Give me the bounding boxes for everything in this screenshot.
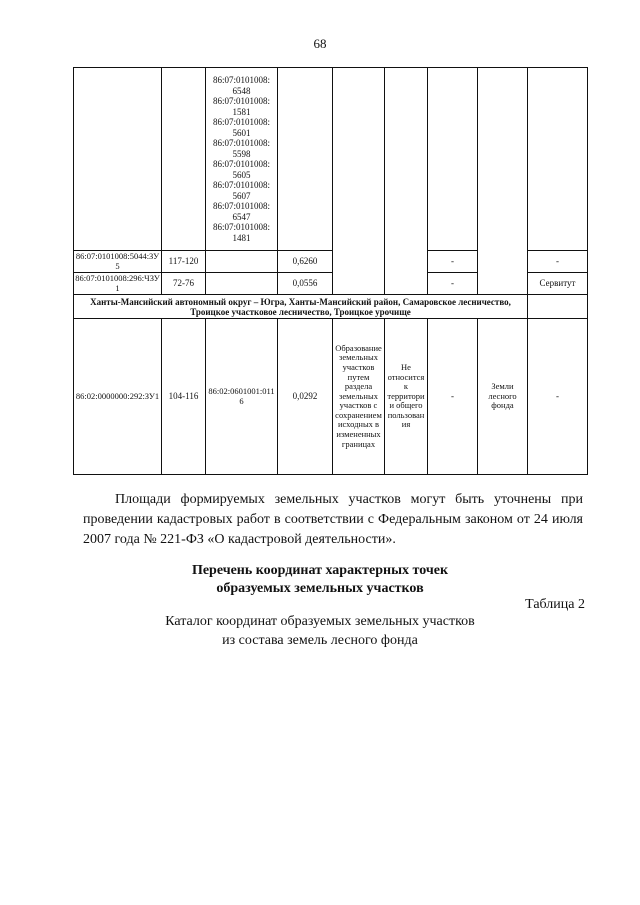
page-number: 68 xyxy=(313,36,327,51)
section-heading-line1: Перечень координат характерных точек xyxy=(191,563,449,578)
parcel-line: 5601 xyxy=(232,127,251,138)
table-label: Таблица 2 xyxy=(525,597,585,612)
row2-id: 86:07:0101008:296:ЧЗУ1 xyxy=(75,272,160,293)
region-heading: Ханты-Мансийский автономный округ – Югра, Ханты-Мансийский район, Самаровское лесничество, Троицкое участковое лесничество, Троицкое урочище xyxy=(74,295,528,319)
parcel-line: 86:07:0101008: xyxy=(212,117,270,127)
row1-quarters: 117-120 xyxy=(162,251,206,273)
parcel-list xyxy=(207,75,276,243)
parcels-table xyxy=(73,67,588,475)
row3-category: Земли лесного фонда xyxy=(478,319,528,475)
body-paragraph: Площади формируемых земельных участков могут быть уточнены при проведении кадастровых работ в соответствии с Федеральным законом от 24 июля 2007 года № 221-ФЗ «О кадастровой деятельности». xyxy=(83,492,583,547)
row1-dash1: - xyxy=(428,251,478,273)
row3-dash1: - xyxy=(428,319,478,475)
row2-quarters: 72-76 xyxy=(162,273,206,295)
parcel-line: 5607 xyxy=(232,190,251,201)
row1-area: 0,6260 xyxy=(278,251,333,273)
row1-dash2: - xyxy=(528,251,588,273)
row3-area: 0,0292 xyxy=(278,319,333,475)
section-heading-line2: образуемых земельных участков xyxy=(216,581,424,596)
parcel-line: 5598 xyxy=(232,148,251,159)
row3-not-applicable: Не относится к территории общего пользования xyxy=(385,319,428,475)
parcel-line: 86:07:0101008: xyxy=(212,75,270,85)
row1-id: 86:07:0101008:5044:ЗУ5 xyxy=(74,251,162,273)
row2-dash1: - xyxy=(428,273,478,295)
row3-formation: Образование земельных участков путем раздела земельных участков с сохранением исходных в измененных границах xyxy=(333,319,385,475)
parcel-list-cell xyxy=(206,68,278,251)
parcel-line: 86:07:0101008: xyxy=(212,222,270,232)
parcel-line: 86:07:0101008: xyxy=(212,201,270,211)
table-row xyxy=(74,319,588,475)
parcel-line: 86:07:0101008: xyxy=(212,180,270,190)
row2-area: 0,0556 xyxy=(278,273,333,295)
row2-note: Сервитут xyxy=(528,273,588,295)
table-caption-line2: из состава земель лесного фонда xyxy=(222,633,418,648)
table-row xyxy=(74,68,588,251)
parcel-line: 1581 xyxy=(232,106,251,117)
row3-dash2: - xyxy=(528,319,588,475)
row3-parcel: 86:02:0601001:0116 xyxy=(206,319,278,475)
parcel-line: 86:07:0101008: xyxy=(212,159,270,169)
table-caption-line1: Каталог координат образуемых земельных участков xyxy=(165,614,475,629)
parcel-line: 6548 xyxy=(232,85,251,96)
row3-quarters: 104-116 xyxy=(162,319,206,475)
parcel-line: 5605 xyxy=(232,169,251,180)
parcel-line: 86:07:0101008: xyxy=(212,96,270,106)
parcel-line: 6547 xyxy=(232,211,251,222)
table-row xyxy=(74,295,588,319)
parcel-line: 86:07:0101008: xyxy=(212,138,270,148)
row3-id: 86:02:0000000:292:ЗУ1 xyxy=(74,319,162,475)
parcel-line: 1481 xyxy=(232,232,251,243)
